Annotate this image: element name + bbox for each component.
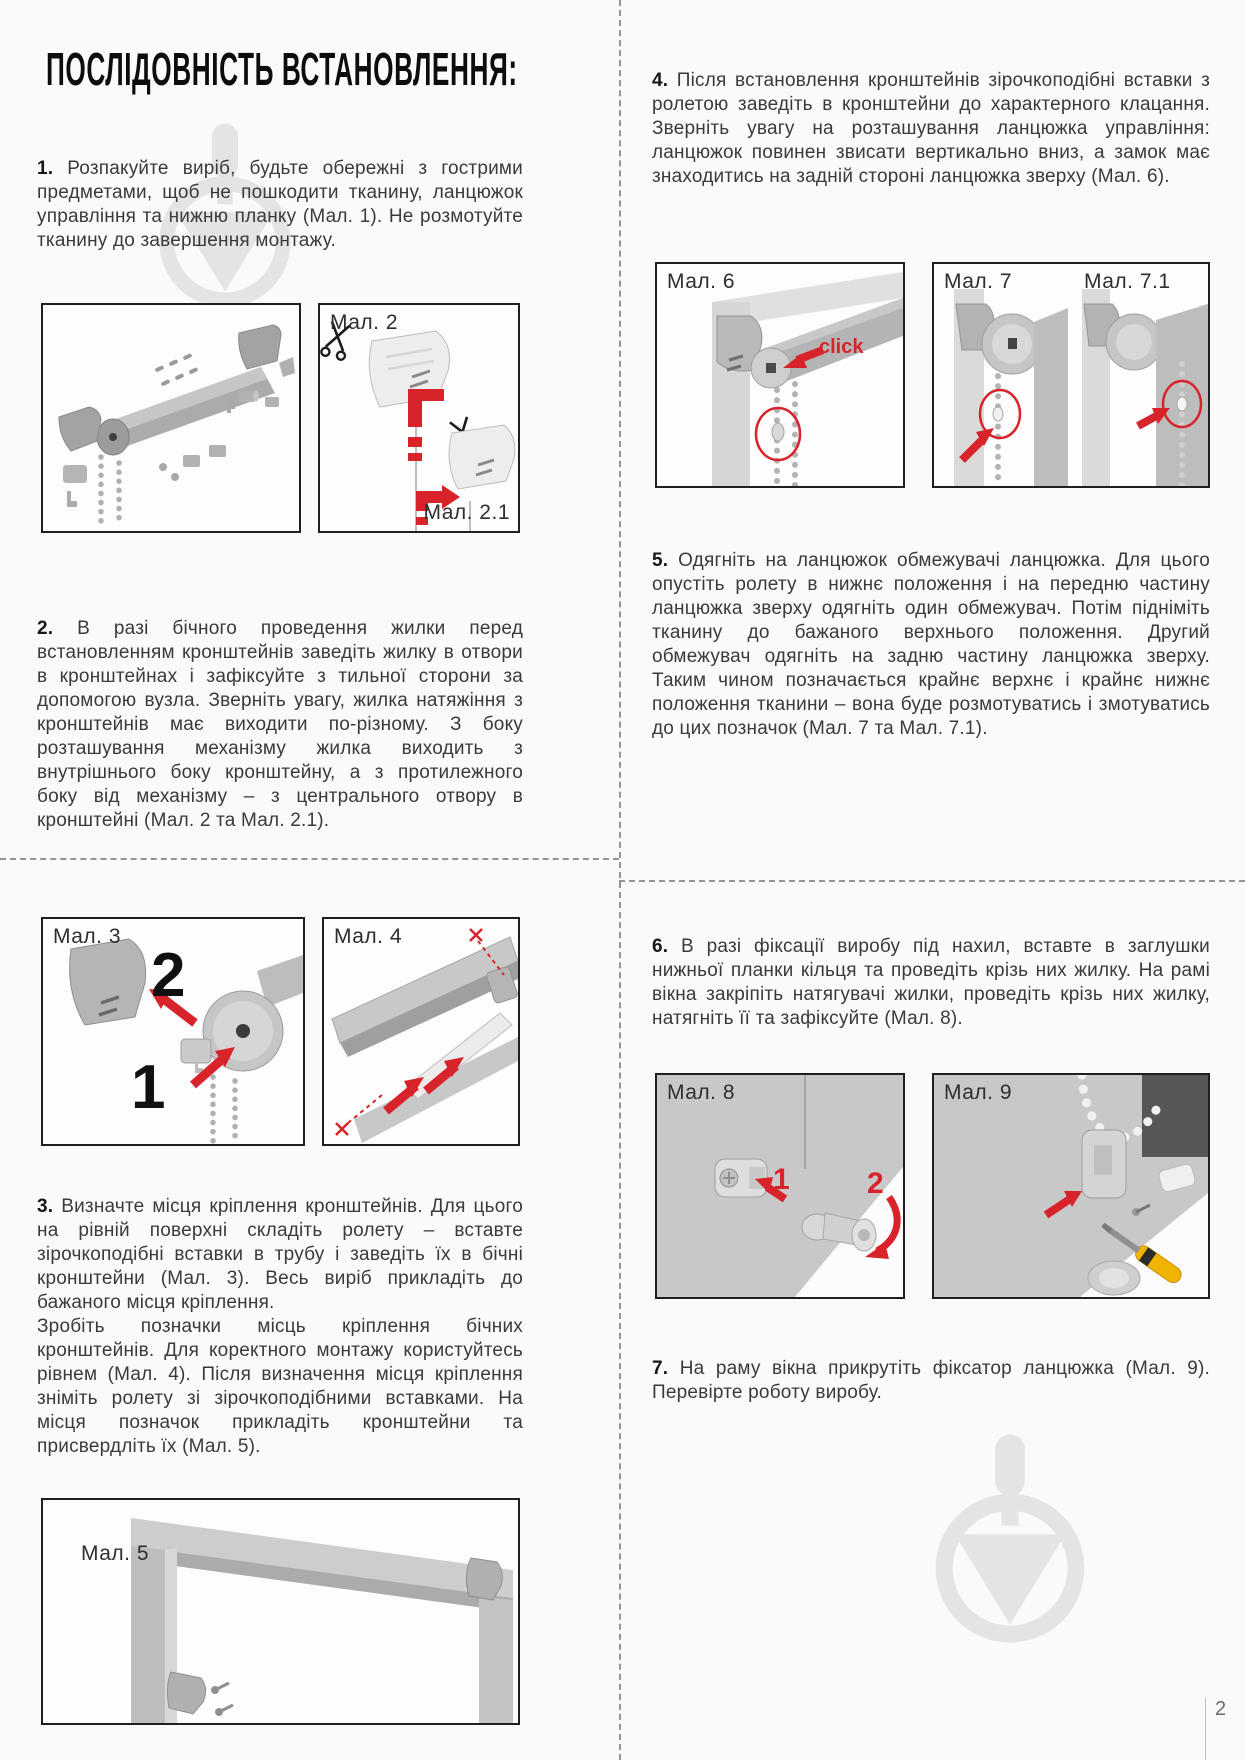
figure-6-box <box>655 262 905 488</box>
figure-5-box <box>41 1498 520 1725</box>
step-number: 6. <box>652 936 669 957</box>
chain-fixator-illustration <box>934 1075 1208 1297</box>
figure-1-box <box>41 303 301 533</box>
figure-label: Мал. 2 <box>330 311 399 334</box>
roller-click-mount-illustration <box>657 264 903 486</box>
figure-step-number: 1 <box>131 1053 166 1122</box>
page-number: 2 <box>1215 1698 1227 1720</box>
figure-label: Мал. 2.1 <box>423 501 510 524</box>
step-1-text: 1. Розпакуйте виріб, будьте обережні з гострими предметами, щоб не пошкодити тканину, ланцюжок управління та нижню планку (Мал. 1). Не розмотуйте тканину до завершення монтажу. <box>37 158 523 251</box>
figure-label: Мал. 4 <box>334 925 403 948</box>
section-divider-right <box>619 880 1245 882</box>
figure-step-number: 2 <box>867 1167 884 1200</box>
figure-label: Мал. 3 <box>53 925 122 948</box>
step-3-text: 3. Визначте місця кріплення кронштейнів. Для цього на рівній поверхні складіть ролету – вставте зірочкоподібні вставки в трубу і заведіть їх в бічні кронштейни (Мал. 3). Весь виріб прикладіть до бажаного місця кріплення. <box>37 1196 523 1313</box>
figure-step-number: 1 <box>773 1163 790 1196</box>
figure-label: Мал. 7.1 <box>1084 270 1171 293</box>
step-number: 1. <box>37 158 54 179</box>
step-3-text-continued: Зробіть позначки місць кріплення бічних кронштейнів. Для коректного монтажу користуйтесь рівнем (Мал. 4). Після визначення місця кріплення зніміть ролету зі зірочкоподібними вставками. На місця позначок прикладіть кронштейни та присвердліть їх (Мал. 5). <box>37 1316 523 1457</box>
frame-brackets-mounted-illustration <box>43 1500 518 1723</box>
page-number-rule <box>1205 1698 1206 1760</box>
figure-3-box <box>41 917 305 1146</box>
figure-7-box <box>932 262 1210 488</box>
click-annotation: click <box>819 336 864 358</box>
figure-label: Мал. 5 <box>81 1542 150 1565</box>
figure-label: Мал. 9 <box>944 1081 1013 1104</box>
window-frame-marking-illustration <box>324 919 518 1144</box>
figure-label: Мал. 7 <box>944 270 1013 293</box>
step-number: 4. <box>652 70 669 91</box>
page-title: ПОСЛІДОВНІСТЬ ВСТАНОВЛЕННЯ: <box>46 43 518 95</box>
step-number: 3. <box>37 1196 54 1217</box>
step-5-text: 5. Одягніть на ланцюжок обмежувачі ланцюжка. Для цього опустіть ролету в нижнє положення і на передню частину ланцюжка зверху одягніть один обмежувач. Потім підніміть тканину до бажаного верхнього положення. Другий обмежувач одягніть на задню частину ланцюжка зверху. Таким чином позначається крайнє верхнє і крайнє нижнє положення тканини – вона буде розмотуватись і змотуватись до цих позначок (Мал. 7 та Мал. 7.1). <box>652 550 1210 739</box>
figure-4-box <box>322 917 520 1146</box>
step-2-text: 2. В разі бічного проведення жилки перед встановленням кронштейнів заведіть жилку в отвори в кронштейнах і зафіксуйте з тильної сторони за допомогою вузла. Зверніть увагу, жилка натяжіння з кронштейнів має виходити по-різному. З боку розташування механізму жилка виходить з внутрішнього боку кронштейну, а з протилежного боку від механізму – з центрального отвору в кронштейні (Мал. 2 та Мал. 2.1). <box>37 618 523 831</box>
figure-8-box <box>655 1073 905 1299</box>
section-divider-left <box>0 858 619 860</box>
step-4-text: 4. Після встановлення кронштейнів зірочкоподібні вставки з ролетою заведіть в кронштейни до характерного клацання. Зверніть увагу на розташування ланцюжка управління: ланцюжок повинен звисати вертикально вниз, а замок має знаходитись на задній стороні ланцюжка зверху (Мал. 6). <box>652 70 1210 187</box>
figure-label: Мал. 6 <box>667 270 736 293</box>
panel-divider <box>1071 264 1076 486</box>
step-7-text: 7. На раму вікна прикрутіть фіксатор ланцюжка (Мал. 9). Перевірте роботу виробу. <box>652 1358 1211 1403</box>
exploded-parts-illustration <box>43 305 299 531</box>
bracket-cord-cut-illustration <box>320 305 518 531</box>
step-6-text: 6. В разі фіксації виробу під нахил, вставте в заглушки нижньої планки кільця та проведіть крізь них жилку. На рамі вікна закріпіть натягувачі жилки, проведіть крізь них жилку, натягніть її та зафіксуйте (Мал. 8). <box>652 936 1210 1029</box>
step-number: 2. <box>37 618 54 639</box>
watermark-logo-icon <box>925 1428 1095 1651</box>
figure-2-box <box>318 303 520 533</box>
figure-label: Мал. 8 <box>667 1081 736 1104</box>
step-number: 7. <box>652 1358 669 1379</box>
figure-step-number: 2 <box>151 941 186 1010</box>
figure-9-box <box>932 1073 1210 1299</box>
step-number: 5. <box>652 550 669 571</box>
